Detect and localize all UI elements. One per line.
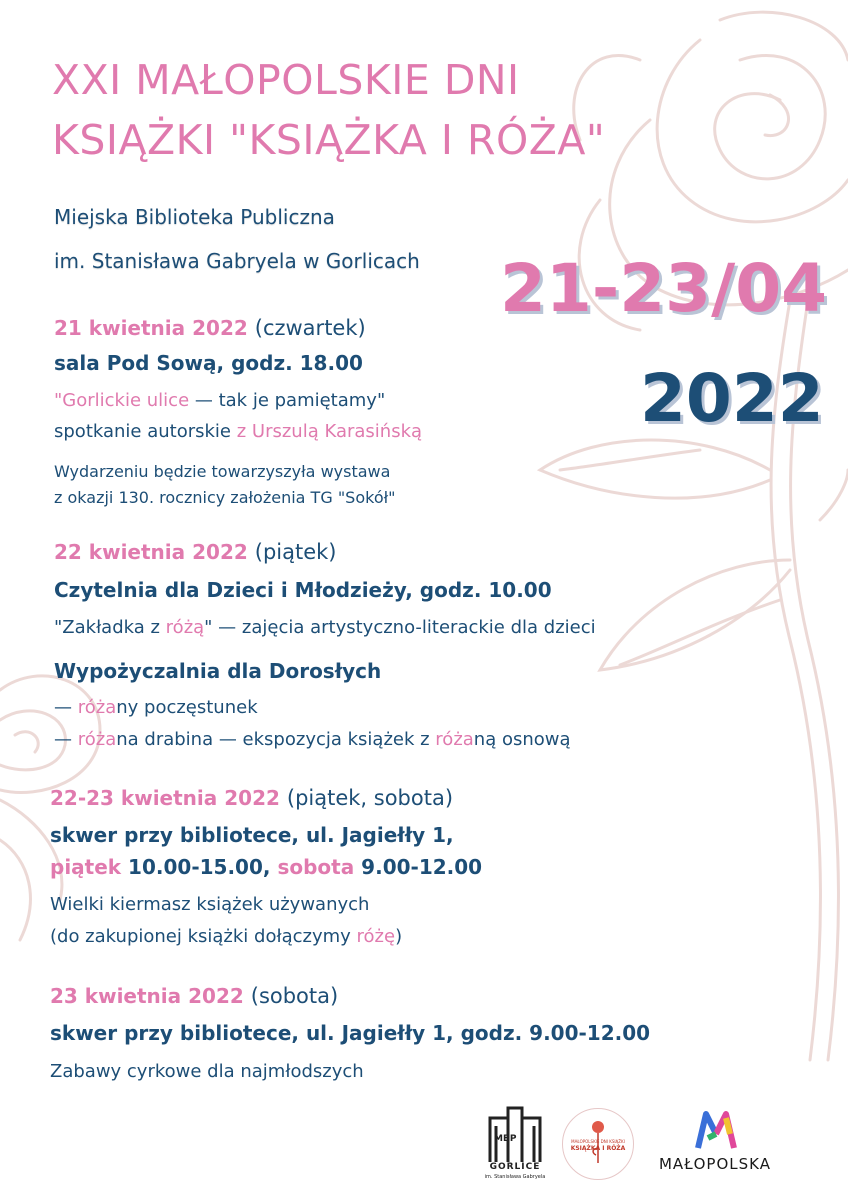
event1-place: sala Pod Sową, godz. 18.00 <box>54 351 363 375</box>
event2-date-text: 22 kwietnia 2022 <box>54 540 248 564</box>
event3-desc2-pink: różę <box>356 926 396 947</box>
event2-item1-pink: róża <box>77 697 117 718</box>
event2-item2-c: ną osnową <box>473 729 571 750</box>
event1-day: (czwartek) <box>254 316 366 340</box>
event2-place2: Wypożyczalnia dla Dorosłych <box>54 659 382 683</box>
event2-item2-pink: róża <box>77 729 117 750</box>
mbp-text: MBP <box>494 1134 517 1144</box>
rose-logo-icon <box>563 1109 633 1179</box>
event3-desc2-b: ) <box>395 926 403 947</box>
event3-place: skwer przy bibliotece, ul. Jagiełły 1, <box>50 823 454 847</box>
organizer-line-2: im. Stanisława Gabryela w Gorlicach <box>54 249 420 273</box>
malopolska-m-icon <box>650 1108 780 1152</box>
event2-line1 <box>54 617 596 638</box>
event1-note-2: z okazji 130. rocznicy założenia TG "Sokół" <box>54 488 396 507</box>
event2-line1-b: " — zajęcia artystyczno-literackie dla dzieci <box>204 617 596 638</box>
event3-desc2-a: (do zakupionej książki dołączymy <box>50 926 357 947</box>
event3-hours-2: 9.00-12.00 <box>354 855 483 879</box>
event3-date <box>50 786 453 810</box>
malopolska-logo <box>650 1108 780 1178</box>
event4-day: (sobota) <box>250 984 339 1008</box>
event4-desc: Zabawy cyrkowe dla najmłodszych <box>50 1061 364 1082</box>
event4-date-text: 23 kwietnia 2022 <box>50 984 244 1008</box>
event2-line1-a: "Zakładka z <box>54 617 166 638</box>
mbp-gorlice-logo <box>484 1104 546 1182</box>
event2-item1-b: ny poczęstunek <box>116 697 258 718</box>
title-line-1: XXI MAŁOPOLSKIE DNI <box>52 56 520 104</box>
date-range: 21-23/04 <box>500 250 828 327</box>
event2-day: (piątek) <box>254 540 337 564</box>
event2-item2-pink2: róża <box>435 729 474 750</box>
rose-logo-text-2: KSIĄŻKA I RÓŻA <box>570 1145 626 1152</box>
mbp-city: GORLICE <box>489 1162 541 1172</box>
event4-place: skwer przy bibliotece, ul. Jagiełły 1, godz. 9.00-12.00 <box>50 1021 651 1045</box>
event2-place: Czytelnia dla Dzieci i Młodzieży, godz. 10.00 <box>54 578 552 602</box>
event1-date <box>54 316 366 340</box>
event2-line1-pink: różą <box>165 617 205 638</box>
event2-date <box>54 540 336 564</box>
title-line-2: KSIĄŻKI "KSIĄŻKA I RÓŻA" <box>52 116 606 164</box>
event3-desc-2 <box>50 926 402 947</box>
malopolska-text: MAŁOPOLSKA <box>658 1155 771 1173</box>
ksiazka-i-roza-logo <box>562 1108 634 1180</box>
event3-day: (piątek, sobota) <box>286 786 454 810</box>
event1-line2-blue: spotkanie autorskie <box>54 421 232 442</box>
event3-hours-pink2: sobota <box>277 855 355 879</box>
event1-line1-rest: — tak je pamiętamy" <box>189 390 386 411</box>
organizer-line-1: Miejska Biblioteka Publiczna <box>54 205 335 229</box>
event3-desc-1: Wielki kiermasz książek używanych <box>50 894 370 915</box>
event3-hours-1: 10.00-15.00, <box>121 855 278 879</box>
event1-line1 <box>54 390 385 411</box>
event2-item2-a: — <box>54 729 78 750</box>
rose-logo-text-1: MAŁOPOLSKIE DNI KSIĄŻKI <box>571 1139 625 1144</box>
event1-line2 <box>54 421 422 442</box>
year: 2022 <box>640 360 824 437</box>
event3-date-text: 22-23 kwietnia 2022 <box>50 786 280 810</box>
event2-item2-b: na drabina — ekspozycja książek z <box>116 729 436 750</box>
event1-line1-pink: "Gorlickie ulice <box>54 390 190 411</box>
event1-note-1: Wydarzeniu będzie towarzyszyła wystawa <box>54 462 391 481</box>
event1-date-text: 21 kwietnia 2022 <box>54 316 248 340</box>
event4-date <box>50 984 338 1008</box>
mbp-subtitle: im. Stanisława Gabryela <box>484 1174 546 1180</box>
event2-item1-a: — <box>54 697 78 718</box>
event1-line2-pink: z Urszulą Karasińską <box>231 421 423 442</box>
event3-hours-pink1: piątek <box>50 855 122 879</box>
event2-item2 <box>54 729 571 750</box>
event3-hours <box>50 855 482 879</box>
event2-item1 <box>54 697 258 718</box>
